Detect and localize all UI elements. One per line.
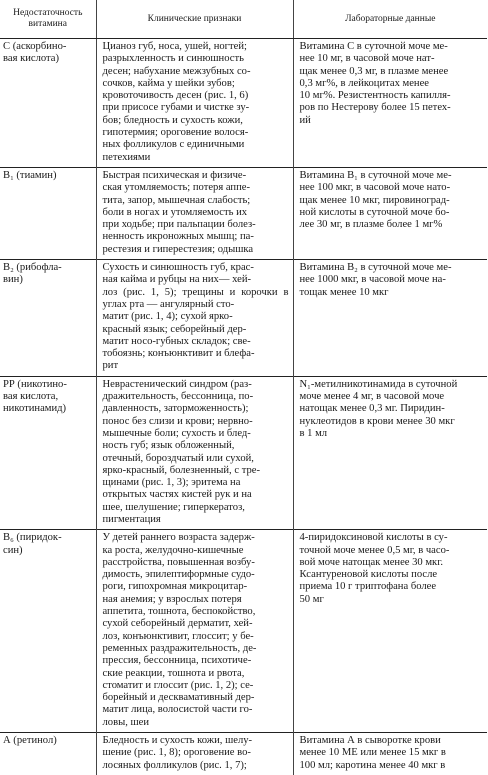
clinical-signs-text: Неврастенический синдром (раз- дражительность, бессонница, по- давленность, заторможенность); понос без слизи и крови; нервно- мышечные боли; сухость и блед- ность губ; язык обложенный, отечный, бороздчатый или сухой, ярко-красный, болезненный, с тре- щинами (рис. 1, 3); эритема на открытых частях кистей рук и на шее, шелушение; гиперкератоз, пигментация [102, 378, 260, 525]
header-clinical-signs: Клинические признаки [96, 0, 293, 39]
lab-data-text: 4-пиридоксиновой кислоты в су- точной моче менее 0,5 мг, в часо- вой моче натощак менее 30 мкг. Ксантуреновой кислоты после приема 10 г триптофана более 50 мг [299, 532, 450, 605]
clinical-signs-text: Сухость и синюшность губ, крас- ная кайма и рубцы на них— хей- лоз (рис. 1, 5); трещины и корочки в углах рта — ангулярный сто- матит (рис. 1, 4); сухой ярко- красный язык; себорейный дер- матит носо-губных складок; све- тобоязнь; конъюнктивит и блефа- рит [102, 262, 289, 372]
table-row [0, 39, 487, 168]
lab-data-text: N₁-метилникотинамида в суточной моче менее 4 мг, в часовой моче натощак менее 0,3 мг. Пиридин- нуклеотидов в крови менее 30 мкг в 1 мл [299, 378, 458, 439]
table-row [0, 260, 487, 377]
vitamin-name: B₁ (тиамин) [3, 169, 57, 181]
vitamin-name-cell [0, 530, 96, 733]
lab-data-cell [293, 376, 487, 530]
vitamin-name-cell [0, 167, 96, 259]
lab-data-text: Витамина B₂ в суточной моче ме- нее 1000 мкг, в часовой моче на- тощак менее 10 мкг [299, 262, 452, 298]
lab-data-text: Витамина B₁ в суточной моче ме- нее 100 мкг, в часовой моче нато- щак менее 10 мкг, пировиноград- ной кислоты в суточной моче бо- лее 30 мг, в плазме более 1 мг% [299, 169, 452, 231]
header-lab-data: Лабораторные данные [293, 0, 487, 39]
vitamin-name: B₂ (рибофла- вин) [3, 262, 62, 286]
clinical-signs-cell [96, 376, 293, 530]
vitamin-name: А (ретинол) [3, 735, 57, 747]
clinical-signs-cell [96, 167, 293, 259]
lab-data-text: Витамина А в сыворотке крови менее 10 МЕ или менее 15 мкг в 100 мл; каротина менее 40 мкг в [299, 735, 446, 771]
clinical-signs-cell [96, 530, 293, 733]
lab-data-cell [293, 530, 487, 733]
lab-data-cell [293, 39, 487, 168]
table-row [0, 530, 487, 733]
vitamin-name-cell [0, 39, 96, 168]
vitamin-name-cell [0, 733, 96, 775]
clinical-signs-text: Цианоз губ, носа, ушей, ногтей; разрыхленность и синюшность десен; набухание межзубных со- сочков, кайма у шейки зубов; кровоточивость десен (рис. 1, 6) при присосе губами и чистке зу- бов; бледность и сухость кожи, гипотермия; ороговение волося- ных фолликулов с единичными петехиями [102, 41, 251, 163]
lab-data-cell [293, 167, 487, 259]
clinical-signs-text: Быстрая психическая и физиче- ская утомляемость; потеря аппе- тита, запор, мышечная слабость; боли в ногах и утомляемость их при ходьбе; при пальпации болез- ненность икроножных мышц; па- рестезия и гиперестезия; одышка [102, 169, 256, 255]
table-header-row [0, 0, 487, 39]
vitamin-name: РР (никотино- вая кислота, никотинамид) [3, 378, 67, 415]
table-row [0, 733, 487, 775]
header-deficiency: Недостаточность витамина [0, 0, 96, 39]
clinical-signs-cell [96, 39, 293, 168]
clinical-signs-text: Бледность и сухость кожи, шелу- шение (рис. 1, 8); ороговение во- лосяных фолликулов (рис. 1, 7); [102, 735, 253, 771]
vitamin-name-cell [0, 260, 96, 377]
lab-data-cell [293, 260, 487, 377]
table-row [0, 167, 487, 259]
lab-data-text: Витамина С в суточной моче ме- нее 10 мг, в часовой моче нат- щак менее 0,3 мг, в плазме менее 0,3 мг%, в лейкоцитах менее 10 мг%. Резистентность капилля- ров по Нестерову более 15 петех- ий [299, 41, 451, 126]
vitamin-name-cell [0, 376, 96, 530]
table-row [0, 376, 487, 530]
lab-data-cell [293, 733, 487, 775]
clinical-signs-text: У детей раннего возраста задерж- ка роста, желудочно-кишечные расстройства, повышенная возбу- димость, эпилептиформные судо- роги, гипохромная микроцитар- ная анемия; у взрослых потеря аппетита, тошнота, беспокойство, сухой себорейный дерматит, хей- лоз, конъюнктивит, глоссит; у бе- ременных раздражительность, де- прессия, бессонница, психотиче- ские реакции, тошнота и рвота, стоматит и глоссит (рис. 1, 2); се- борейный и десквамативный дер- матит лица, волосистой части го- ловы, шеи [102, 532, 257, 728]
vitamin-name: B₆ (пиридок- син) [3, 532, 62, 556]
clinical-signs-cell [96, 733, 293, 775]
clinical-signs-cell [96, 260, 293, 377]
vitamin-name: С (аскорбино- вая кислота) [3, 41, 67, 65]
